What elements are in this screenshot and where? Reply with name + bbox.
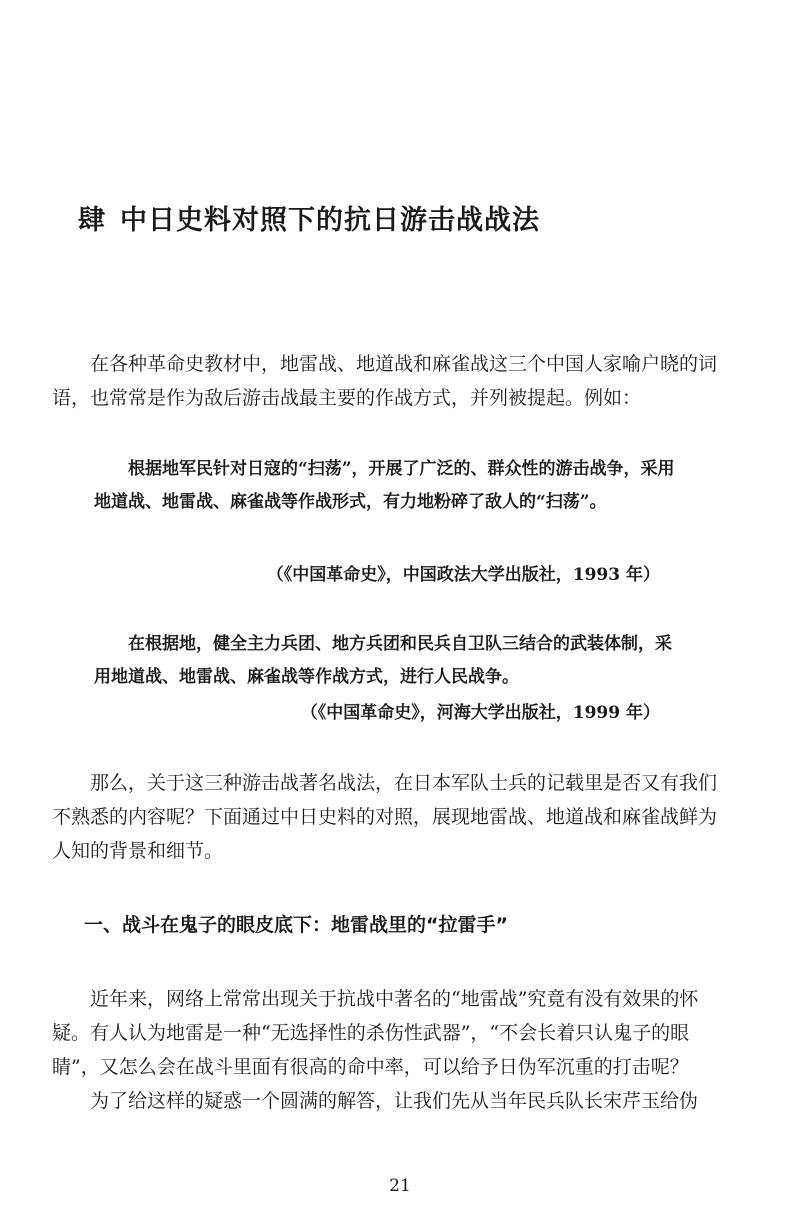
quote-2-source: （《中国革命史》，河海大学出版社，1999 年） bbox=[300, 703, 660, 723]
quote-2: 在根据地，健全主力兵团、地方兵团和民兵自卫队三结合的武装体制，采用地道战、地雷战、麻雀战等作战方式，进行人民战争。 bbox=[94, 634, 672, 687]
quote-1-source: （《中国革命史》，中国政法大学出版社，1993 年） bbox=[266, 565, 660, 585]
section-title: 一、战斗在鬼子的眼皮底下：地雷战里的“拉雷手” bbox=[84, 914, 508, 936]
chapter-title bbox=[78, 198, 738, 237]
page-number: 21 bbox=[389, 1176, 411, 1196]
section-paragraph-2: 为了给这样的疑惑一个圆满的解答，让我们先从当年民兵队长宋芹玉给伪 bbox=[90, 1090, 699, 1112]
section-paragraph-1: 近年来，网络上常常出现关于抗战中著名的“地雷战”究竟有没有效果的怀疑。有人认为地雷是一种“无选择性的杀伤性武器”，“不会长着只认鬼子的眼睛”，又怎么会在战斗里面有很高的命中率，可以给予日伪军沉重的打击呢？ bbox=[52, 988, 699, 1078]
chapter-number: 肆 bbox=[78, 205, 106, 236]
quote-1: 根据地军民针对日寇的“扫荡”，开展了广泛的、群众性的游击战争，采用地道战、地雷战、麻雀战等作战形式，有力地粉碎了敌人的“扫荡”。 bbox=[94, 459, 675, 512]
chapter-title-text: 中日史料对照下的抗日游击战战法 bbox=[120, 205, 540, 236]
intro-paragraph: 在各种革命史教材中，地雷战、地道战和麻雀战这三个中国人家喻户晓的词语，也常常是作为敌后游击战最主要的作战方式，并列被提起。例如： bbox=[52, 353, 718, 409]
transition-paragraph: 那么，关于这三种游击战著名战法，在日本军队士兵的记载里是否又有我们不熟悉的内容呢？下面通过中日史料的对照，展现地雷战、地道战和麻雀战鲜为人知的背景和细节。 bbox=[52, 772, 718, 862]
